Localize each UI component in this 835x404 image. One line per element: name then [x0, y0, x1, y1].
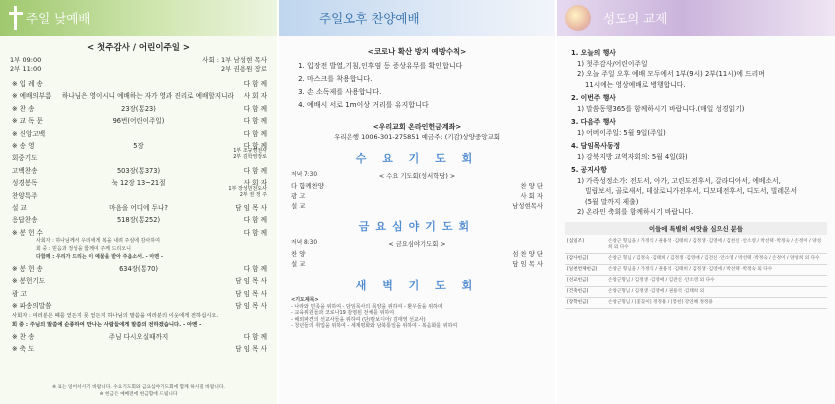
order-item-person: 섬 찬 양 단 — [512, 250, 543, 259]
order-row — [6, 150, 271, 162]
offering-row — [565, 276, 827, 287]
offering-category: [일천번제헌금] — [567, 266, 598, 272]
praying-hands-icon — [565, 5, 591, 31]
friday-title: 금요심야기도회 — [358, 220, 476, 234]
order-item-person: 담 임 목 사 — [512, 260, 543, 269]
order-item-person: 담 임 목 사 — [235, 345, 267, 354]
offering-category: [감사헌금] — [567, 255, 589, 261]
order-row — [291, 258, 543, 268]
order-row — [6, 329, 271, 341]
dawn-title: 새 벽 기 도 회 — [355, 278, 479, 292]
news-heading: 4. 담임목사동정 — [571, 142, 621, 150]
prayer-line: - 해외파견의 선교사들을 위하여 (단/캄보디아/ 김태영 선교사) — [291, 316, 426, 323]
offering-row — [565, 254, 827, 265]
footer-line-1: ※ 표는 일어서시기 바랍니다. 수요기도회와 금요심야기도회에 함께 하시길 바랍니다. — [52, 385, 225, 390]
corona-rule: 3. 손 소독제를 사용합니다. — [307, 87, 543, 97]
wednesday-title: 수 요 기 도 회 — [355, 152, 479, 165]
wednesday-subtitle: < 수요 기도회(성서학당) > — [378, 173, 456, 180]
order-item-name: ※ 봉 헌 송 — [12, 265, 43, 274]
order-item-name: ※ 입 례 송 — [12, 80, 43, 88]
offering-names: 손창근형님 / 김정생 ·김영애 / 김전신 ·안소영 외 다수 — [608, 277, 715, 283]
order-item-person: 다 함 께 — [243, 141, 267, 150]
corona-title: <코로나 확산 방지 예방수칙> — [367, 47, 467, 56]
order-item-person: 1부 장성민전도사 2부 권 정 주 — [228, 185, 267, 198]
order-item-content: 503장(통373) — [116, 166, 161, 175]
prayer-topics — [291, 297, 543, 330]
order-item-name: ※ 예배의부름 — [12, 92, 52, 101]
news-item: (5월 말까지 제출) — [585, 197, 639, 206]
friday-subtitle: < 금요심야기도회 > — [388, 241, 446, 249]
order-item-person: 다 함 께 — [243, 265, 267, 274]
news-heading: 2. 이번주 행사 — [571, 94, 616, 102]
fellowship-panel — [557, 0, 835, 404]
order-item-name: 광 고 — [12, 289, 27, 298]
footer-line-2: ※ 헌금은 예배전에 헌금함에 드립니다 — [99, 392, 178, 397]
order-row — [6, 126, 271, 138]
service-times — [6, 56, 271, 76]
order-row — [6, 261, 271, 273]
order-row — [6, 341, 271, 353]
prayer-line: - 나라와 민족을 위하여 - 담임목사의 목양을 위하여 - 환우들을 위하여 — [291, 303, 443, 310]
order-item-name: ※ 봉헌기도 — [12, 277, 46, 286]
prayer-heading: <기도제목> — [291, 296, 319, 303]
service-footer — [8, 384, 269, 398]
offering-names: 손창근형님 / [꽃꽂이] 정정용 / [봉헌] 강연혜 정정용 — [608, 299, 713, 305]
order-item-content: 하나님은 영이시니 예배하는 자가 영과 진리로 예배할지니라 — [62, 92, 234, 101]
offering-note-2: 회 중 : 믿음과 정성을 함께여 주께 드리오니 — [36, 246, 131, 253]
order-item-content: 5장 — [133, 141, 144, 150]
order-item-content: 518장(통252) — [116, 216, 161, 225]
order-item-name: ※ 찬 송 — [12, 332, 35, 341]
offering-table — [565, 237, 827, 309]
offering-category: [장학헌금] — [567, 299, 589, 305]
sunday-service-panel — [0, 0, 277, 404]
order-item-name: 광 고 — [291, 191, 306, 200]
prayer-lines — [291, 304, 543, 330]
offering-table-title: 이들에 특별히 씨앗을 심으신 분들 — [565, 222, 827, 235]
order-row — [6, 273, 271, 285]
order-row — [6, 163, 271, 175]
news-heading: 1. 오늘의 행사 — [571, 49, 616, 57]
order-item-person: 사 회 자 — [243, 92, 267, 101]
news-item: 1) 강북지방 교역자회의: 5월 4일(화) — [577, 152, 688, 161]
news-heading: 3. 다음주 행사 — [571, 118, 616, 126]
order-item-name: 설 교 — [291, 201, 306, 210]
corona-rule: 1. 입장전 발열,기침,인후염 등 증상유무를 확인합니다 — [307, 61, 543, 71]
order-item-name: ※ 송 영 — [12, 141, 35, 150]
corona-list — [291, 61, 543, 110]
order-row — [6, 185, 271, 200]
order-row — [6, 101, 271, 113]
order-item-name: 고백찬송 — [12, 166, 38, 175]
order-item-person: 다 함 께 — [243, 166, 267, 175]
order-row — [6, 225, 271, 237]
news-item: 빌립보서, 골로새서, 데살로니가전후서, 디모데전후서, 디도서, 빌레몬서 — [585, 187, 798, 195]
news-item: 1) 어버이주일: 5월 9일(주일) — [577, 128, 666, 137]
order-item-person: 사 회 자 — [520, 191, 543, 200]
order-row — [6, 200, 271, 212]
prayer-line: - 청년들의 취업을 위하여 - 세계평화와 남북통일을 위하여 - 복음화를 위하여 — [291, 323, 458, 330]
order-item-person: 다 함 께 — [243, 129, 267, 138]
panel-title: 주일오후 찬양예배 — [319, 11, 420, 26]
news-item: 2) 오늘 주일 오후 예배 모두에서 1부(9시) 2부(11시)에 드리며 — [577, 70, 765, 78]
order-item-person: 담 임 목 사 — [235, 277, 267, 286]
order-item-person: 사 회 자 — [243, 179, 267, 188]
order-row — [291, 248, 543, 258]
offering-names: 손창근 형님을 / 가정식 / 권용석 ·김태희 / 김정생 ·김영애 / 박선택 ·박정숙 외 다수 — [608, 266, 773, 272]
offering-category: [십일조] — [567, 238, 584, 244]
offering-names: 손창근형님 / 김정생 ·김영애 / 권용석 ·김태희 외 — [608, 288, 705, 294]
news-item: 1) 말씀동행365를 함께하시기 바랍니다.(매일 성경읽기) — [577, 104, 745, 113]
order-item-person: 다 함 께 — [243, 117, 267, 126]
news-heading: 5. 공지사항 — [571, 166, 607, 174]
order-row — [6, 286, 271, 298]
order-item-person: 찬 양 단 — [520, 182, 543, 190]
presider-second: 2부 권용원 장로 — [221, 65, 267, 73]
prayer-line: - 교육위원들과 코로나19 감염된 전체를 위하여 — [291, 310, 395, 317]
order-item-content: 23장(통23) — [121, 104, 156, 113]
order-item-name: 응답찬송 — [12, 216, 38, 225]
order-row — [291, 180, 543, 190]
panel-header — [279, 0, 555, 36]
order-item-content: 눅 12장 13~21절 — [111, 179, 166, 188]
order-row — [6, 113, 271, 125]
offering-row — [565, 298, 827, 309]
order-row — [291, 200, 543, 210]
order-item-person: 담 임 목 사 — [235, 289, 267, 298]
order-row — [6, 138, 271, 150]
news-item: 11시에는 영상예배로 병행합니다. — [585, 80, 686, 89]
wednesday-order — [279, 180, 555, 209]
order-item-name: 다 함께찬양 — [291, 182, 324, 190]
corona-rule: 4. 예배시 서로 1m이상 거리를 유지합니다 — [307, 100, 543, 110]
order-item-person: 다 함 께 — [243, 228, 267, 237]
news-item: 1) 첫주감사/어린이주일 — [577, 59, 648, 68]
offering-names: 손창근 형님 / 김정숙 ·김태희 / 김정생 ·김영애 / 김전신 ·안소영 / 박선택 ·박정숙 / 손정이 / 양성희 외 다수 — [608, 255, 820, 261]
sending-line-1: 사회자 : 여러분은 때를 얻든지 못 얻든지 하나님의 말씀을 여러분의 이웃에게 전하십시오. — [12, 312, 219, 319]
order-item-person: 다 함 께 — [243, 104, 267, 113]
order-item-name: ※ 교 독 문 — [12, 117, 43, 126]
order-row — [6, 76, 271, 88]
service-title: < 첫주감사 / 어린이주일 > — [86, 43, 191, 53]
order-item-content: 마음을 어디에 두나? — [109, 203, 168, 212]
offering-category: [선교헌금] — [567, 277, 589, 283]
order-of-worship-3 — [0, 329, 277, 354]
order-row — [6, 298, 271, 310]
sending-line-2: 회 중 : 주님의 말씀에 순종하여 만나는 사람들에게 말씀의 전하겠습니다. - 아멘 - — [12, 321, 202, 328]
order-item-person: 1부 조규영권사 2부 김학영장로 — [233, 148, 267, 161]
order-item-person: 남성현목사 — [512, 201, 543, 210]
friday-time: 저녁 8:30 — [291, 240, 318, 247]
afternoon-service-panel — [279, 0, 555, 404]
order-item-name: ※ 파송의말씀 — [12, 302, 52, 311]
time-second: 2부 11:00 — [10, 65, 42, 73]
order-item-name: 찬 양 — [291, 250, 306, 259]
order-item-name: ※ 봉 헌 수 — [12, 228, 43, 237]
account-info: 우리은행 1006-301-275851 예금주: (기감)상양중앙교회 — [333, 133, 501, 141]
order-item-name: 찬양특주 — [12, 191, 38, 200]
cross-icon — [9, 6, 23, 30]
order-row — [6, 212, 271, 224]
account-title: <우리교회 온라인헌금계좌> — [372, 123, 462, 131]
order-item-name: 성경봉독 — [12, 179, 38, 188]
offering-row — [565, 237, 827, 254]
panel-header — [0, 0, 277, 36]
friday-order — [279, 248, 555, 268]
order-row — [6, 88, 271, 100]
order-item-name: ※ 축 도 — [12, 345, 35, 354]
offering-note-3: 다함께 : 우리가 드리는 이 예물을 받아 주옵소서. - 아멘 - — [36, 254, 163, 261]
panel-title: 주일 낮예배 — [26, 11, 91, 26]
order-item-person: 담 임 목 사 — [235, 203, 267, 212]
offering-note-1: 사회자 : 하나님께서 우리에게 복을 내려 주심에 감사하여 — [36, 238, 160, 245]
order-of-worship-2 — [0, 261, 277, 311]
corona-rule: 2. 마스크를 착용합니다. — [307, 74, 543, 84]
order-item-content: 주님 다시오실때까지 — [108, 332, 169, 341]
offering-row — [565, 287, 827, 298]
order-item-person: 다 함 께 — [243, 216, 267, 225]
news-item: 1) 가족성정소가: 전도서, 아가, 고린도전후서, 갈라디아서, 에베소서, — [577, 176, 781, 185]
order-item-person: 다 함 께 — [243, 80, 267, 88]
announcements — [571, 48, 827, 218]
order-item-name: 회중기도 — [12, 154, 38, 163]
order-item-name: 설 교 — [12, 203, 27, 212]
news-item: 2) 온라인 축회를 함께하시기 바랍니다. — [577, 208, 694, 216]
order-item-name: ※ 신앙고백 — [12, 129, 46, 138]
offering-category: [건축헌금] — [567, 288, 589, 294]
online-offering — [279, 122, 555, 141]
order-item-content: 96번(어린이주일) — [112, 117, 165, 126]
order-item-person: 다 함 께 — [243, 332, 267, 341]
wednesday-time: 저녁 7:30 — [291, 172, 318, 178]
panel-header — [557, 0, 835, 36]
order-item-content: 634장(통70) — [119, 265, 158, 274]
order-of-worship — [0, 76, 277, 237]
order-item-name: ※ 찬 송 — [12, 104, 35, 113]
order-item-person: 담 임 목 사 — [235, 302, 267, 311]
corona-rules — [291, 46, 543, 110]
presider-first: 사회 : 1부 남성현 목사 — [202, 56, 267, 64]
panel-title: 성도의 교제 — [603, 11, 668, 26]
time-first: 1부 09:00 — [10, 56, 42, 64]
offering-names: 손창근 형님을 / 가정식 / 권용석 ·김태희 / 김정생 ·김영애 / 김천신 ·안소영 / 박선택 ·박정숙 / 손정이 / 양성희 외 다수 — [608, 238, 822, 250]
offering-row — [565, 265, 827, 276]
order-item-name: 설 교 — [291, 260, 306, 269]
order-row — [291, 190, 543, 200]
